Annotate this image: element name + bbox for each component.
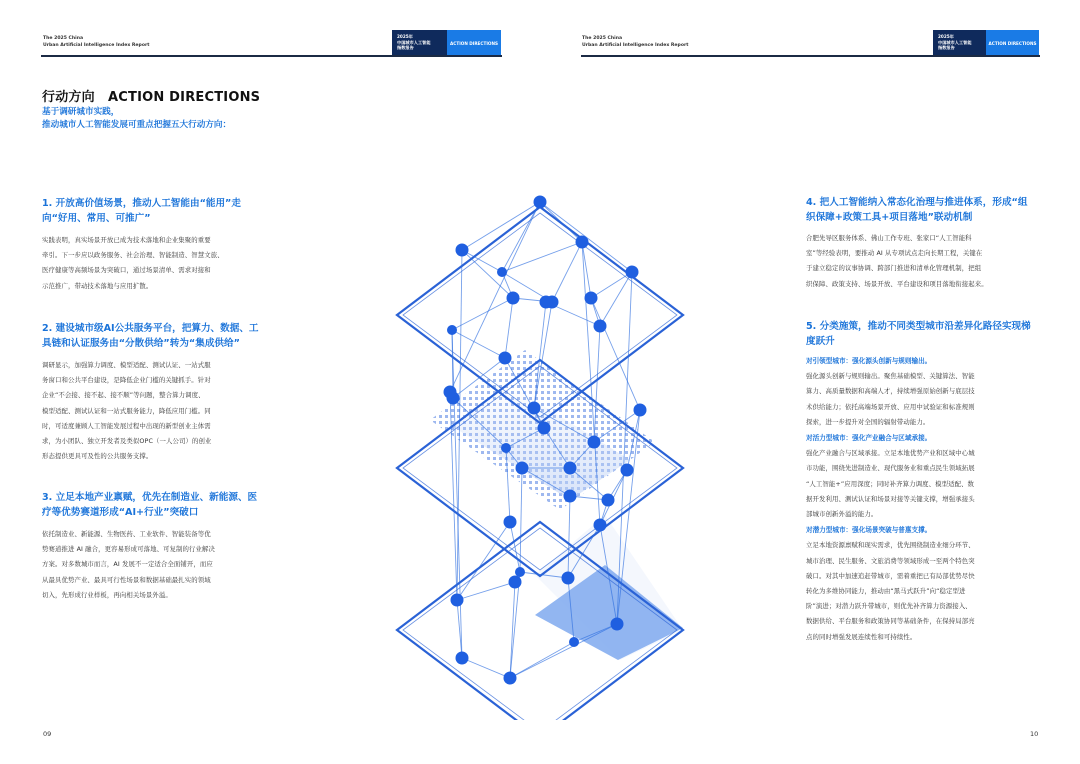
section-title: 5. 分类施策，推动不同类型城市沿差异化路径实现梯度跃升 — [806, 321, 1031, 347]
network-node — [504, 672, 517, 685]
network-edge — [510, 642, 574, 678]
network-node — [594, 519, 607, 532]
header-rule-left — [41, 55, 502, 57]
report-badge-left: 2025年 中国城市人工智能 指数报告 — [392, 30, 447, 56]
subsection-body: 强化产业融合与区域承接。立足本地优势产业和区域中心城 市功能，围绕先进制造业、现代服务业和重点民生领域拓展 “人工智能+”应用深度；同时补齐算力调度、模型适配、数 据开发利用、测试认证和场景对接等关键支撑，增强承接头 部城市创新外溢的能力。 — [806, 449, 975, 519]
network-node — [447, 325, 457, 335]
network-node — [538, 422, 551, 435]
section-title: 1. 开放高价值场景，推动人工智能由“能用”走向“好用、常用、可推广” — [42, 198, 241, 224]
section-tab-right: ACTION DIRECTIONS — [986, 30, 1039, 56]
network-node — [528, 402, 541, 415]
subsection-body: 强化源头创新与规则输出。聚焦基础模型、关键算法、智能 算力、高质量数据和高端人才，持续增强原始创新与底层技 术供给能力；依托高端场景开放、应用中试验证和标准规则 探索，进一步提升对全国的辐射带动能力。 — [806, 372, 975, 426]
page-number-right: 10 — [1030, 730, 1039, 738]
network-node — [564, 490, 577, 503]
subsection-label: 对潜力型城市：强化场景突破与普惠支撑。 — [806, 526, 932, 535]
report-title-left: The 2025 China Urban Artificial Intelligence Index Report — [43, 36, 150, 48]
network-node — [516, 462, 529, 475]
network-node — [634, 404, 647, 417]
section-body: 依托制造业、新能源、生物医药、工业软件、智能装备等优 势赛道推进 AI 融合，更容易形成可落地、可复制的行业解决 方案。对多数城市而言，AI 发展不一定适合全面铺开，而应 从最具优势产业、最具可行性场景和数据基础最扎实的领域 切入，先形成行业样板，再向相关场景外溢。 — [42, 530, 215, 599]
network-node — [588, 436, 601, 449]
network-node — [626, 266, 639, 279]
network-node — [507, 292, 520, 305]
network-node — [534, 196, 547, 209]
network-edge — [552, 242, 582, 302]
network-edge — [452, 330, 505, 358]
section-5 — [806, 320, 1036, 645]
network-edge — [510, 624, 617, 678]
network-node — [501, 443, 511, 453]
network-edge — [462, 658, 510, 678]
network-node — [509, 576, 522, 589]
network-node — [497, 267, 507, 277]
network-node — [562, 572, 575, 585]
network-node — [621, 464, 634, 477]
network-node — [444, 386, 457, 399]
network-node — [585, 292, 598, 305]
section-2 — [42, 322, 264, 464]
network-node — [515, 567, 525, 577]
section-tab-left: ACTION DIRECTIONS — [447, 30, 501, 56]
subsection-body: 立足本地资源禀赋和现实需求，优先围绕制造业细分环节、 城市治理、民生服务、文旅消费等领域形成一至两个特色突 破口。对其中加速追赶带城市，需着重把已有局部优势尽快 转化为多维协同能力，推动由“黑马式跃升”向“稳定型进 阶”演进；对潜力跃升带城市，则优先补齐算力资源接入、 数据供给、平台服务和政策协同等基础条件，在保持局部亮 点的同时增强发展连续性和可持续性。 — [806, 541, 975, 641]
subsection-label: 对引领型城市：强化源头创新与规则输出。 — [806, 357, 932, 365]
network-edge — [457, 582, 515, 600]
network-node — [602, 494, 615, 507]
section-body: 实践表明，真实场景开放已成为技术落地和企业集聚的重要 牵引。下一步应以政务服务、社会治理、智能制造、智慧文旅、 医疗健康等高频场景为突破口，通过场景清单、需求对接和 示范推广，带动技术落地与应用扩散。 — [42, 236, 224, 290]
network-node — [504, 516, 517, 529]
subsection-label: 对活力型城市：强化产业融合与区域承接。 — [806, 434, 932, 443]
network-node — [594, 320, 607, 333]
network-node — [540, 296, 553, 309]
report-title-right: The 2025 China Urban Artificial Intelligence Index Report — [582, 36, 689, 48]
network-node — [569, 637, 579, 647]
report-badge-right: 2025年 中国城市人工智能 指数报告 — [933, 30, 986, 56]
network-node — [499, 352, 512, 365]
network-node — [451, 594, 464, 607]
network-edge — [591, 272, 632, 298]
network-layers-illustration — [330, 180, 770, 720]
section-4 — [806, 196, 1036, 292]
network-node — [456, 244, 469, 257]
section-title: 4. 把人工智能纳入常态化治理与推进体系，形成“组织保障+政策工具+项目落地”联动机制 — [806, 197, 1028, 223]
section-3 — [42, 491, 264, 603]
network-edge — [510, 522, 520, 572]
page-number-left: 09 — [43, 730, 52, 738]
network-node — [456, 652, 469, 665]
network-node — [564, 462, 577, 475]
network-edge — [540, 202, 582, 242]
network-node — [611, 618, 624, 631]
section-title: 3. 立足本地产业禀赋，优先在制造业、新能源、医疗等优势赛道形成“AI+行业”突破口 — [42, 492, 258, 518]
network-node — [576, 236, 589, 249]
section-body: 调研显示，加强算力调度、模型适配、测试认证、一站式服 务窗口和公共平台建设，是降低企业门槛的关键抓手。针对 企业“不会接、接不起、接不顺”等问题，整合算力调度、 模型适配、测试认证和一站式服务能力，降低应用门槛。同 时，可适度兼顾人工智能发展过程中出现的新型创业主体需 求，为小团队、独立开发者及类似OPC（一人公司）的创业 形态提供更具可及性的公共服务支撑。 — [42, 361, 212, 461]
header-rule-right — [581, 55, 1040, 57]
network-edge — [505, 298, 513, 358]
section-title: 2. 建设城市级AI公共服务平台，把算力、数据、工具链和认证服务由“分散供给”转为“集成供给” — [42, 323, 259, 349]
network-edge — [600, 272, 632, 326]
section-1 — [42, 197, 264, 294]
page-title: 行动方向 ACTION DIRECTIONS — [42, 90, 261, 105]
section-body: 合肥先导区服务体系、佛山工作专班、张家口“人工智能科 室”等经验表明，要推动 AI 从专项试点走向长期工程，关键在 于建立稳定的议事协调、跨部门推进和清单化管理机制，把组 织保障、政策支持、场景开放、平台建设和项目落地衔接起来。 — [806, 234, 988, 288]
intro-text: 基于调研城市实践， 推动城市人工智能发展可重点把握五大行动方向： — [42, 107, 232, 130]
